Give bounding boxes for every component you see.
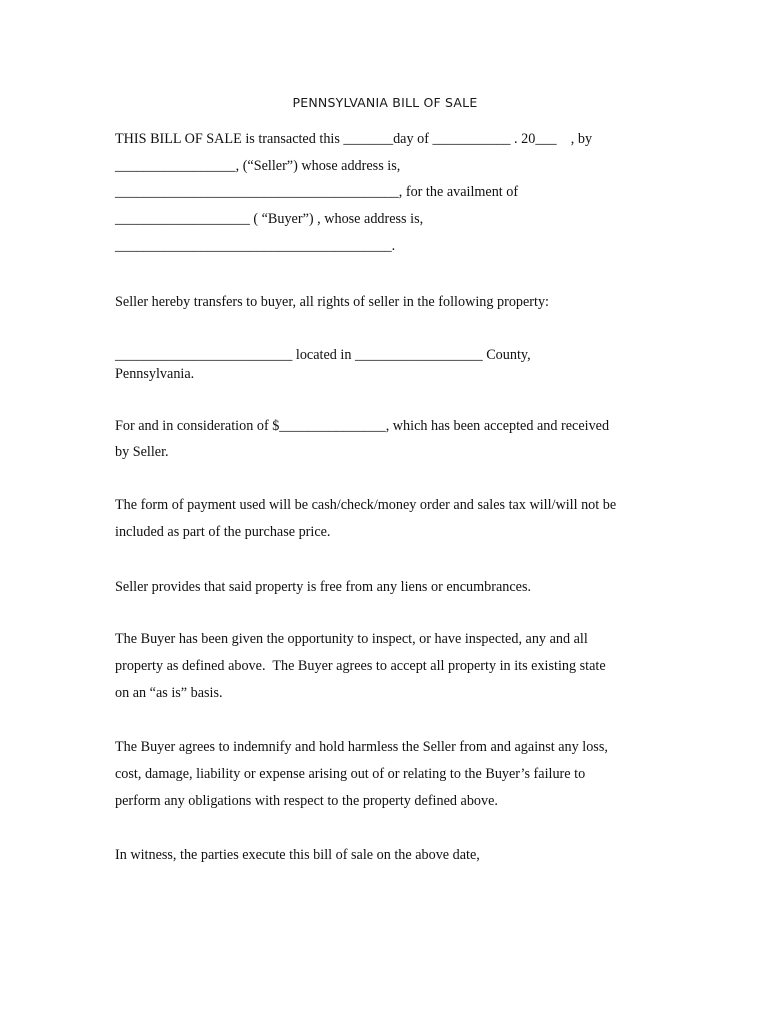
intro-line-1: THIS BILL OF SALE is transacted this _______day of ___________ . 20___ , by [115, 131, 593, 147]
inspection-line-1: The Buyer has been given the opportunity to inspect, or have inspected, any and all [115, 631, 588, 647]
indemnify-line-3: perform any obligations with respect to the property defined above. [115, 793, 498, 809]
consideration-line-1: For and in consideration of $_______________, which has been accepted and received [115, 418, 610, 434]
indemnify-line-1: The Buyer agrees to indemnify and hold harmless the Seller from and against any loss, [115, 739, 608, 755]
intro-line-3: ________________________________________, for the availment of [115, 184, 519, 200]
location-line-1: _________________________ located in __________________ County, [115, 347, 531, 363]
intro-line-4: ___________________ ( “Buyer”) , whose address is, [115, 211, 424, 227]
consideration-line-2: by Seller. [115, 444, 169, 460]
payment-line-2: included as part of the purchase price. [115, 524, 331, 540]
payment-line-1: The form of payment used will be cash/check/money order and sales tax will/will not be [115, 497, 617, 513]
intro-line-2: _________________, (“Seller”) whose address is, [115, 158, 401, 174]
liens-paragraph: Seller provides that said property is free from any liens or encumbrances. [115, 579, 532, 595]
witness-paragraph: In witness, the parties execute this bill of sale on the above date, [115, 847, 480, 863]
transfer-paragraph: Seller hereby transfers to buyer, all rights of seller in the following property: [115, 294, 549, 310]
inspection-line-3: on an “as is” basis. [115, 685, 223, 701]
location-line-2: Pennsylvania. [115, 366, 195, 382]
indemnify-line-2: cost, damage, liability or expense arising out of or relating to the Buyer’s failure to [115, 766, 586, 782]
intro-line-5: _______________________________________. [115, 238, 396, 254]
inspection-line-2: property as defined above. The Buyer agrees to accept all property in its existing state [115, 658, 606, 674]
document-title: PENNSYLVANIA BILL OF SALE [292, 95, 478, 110]
